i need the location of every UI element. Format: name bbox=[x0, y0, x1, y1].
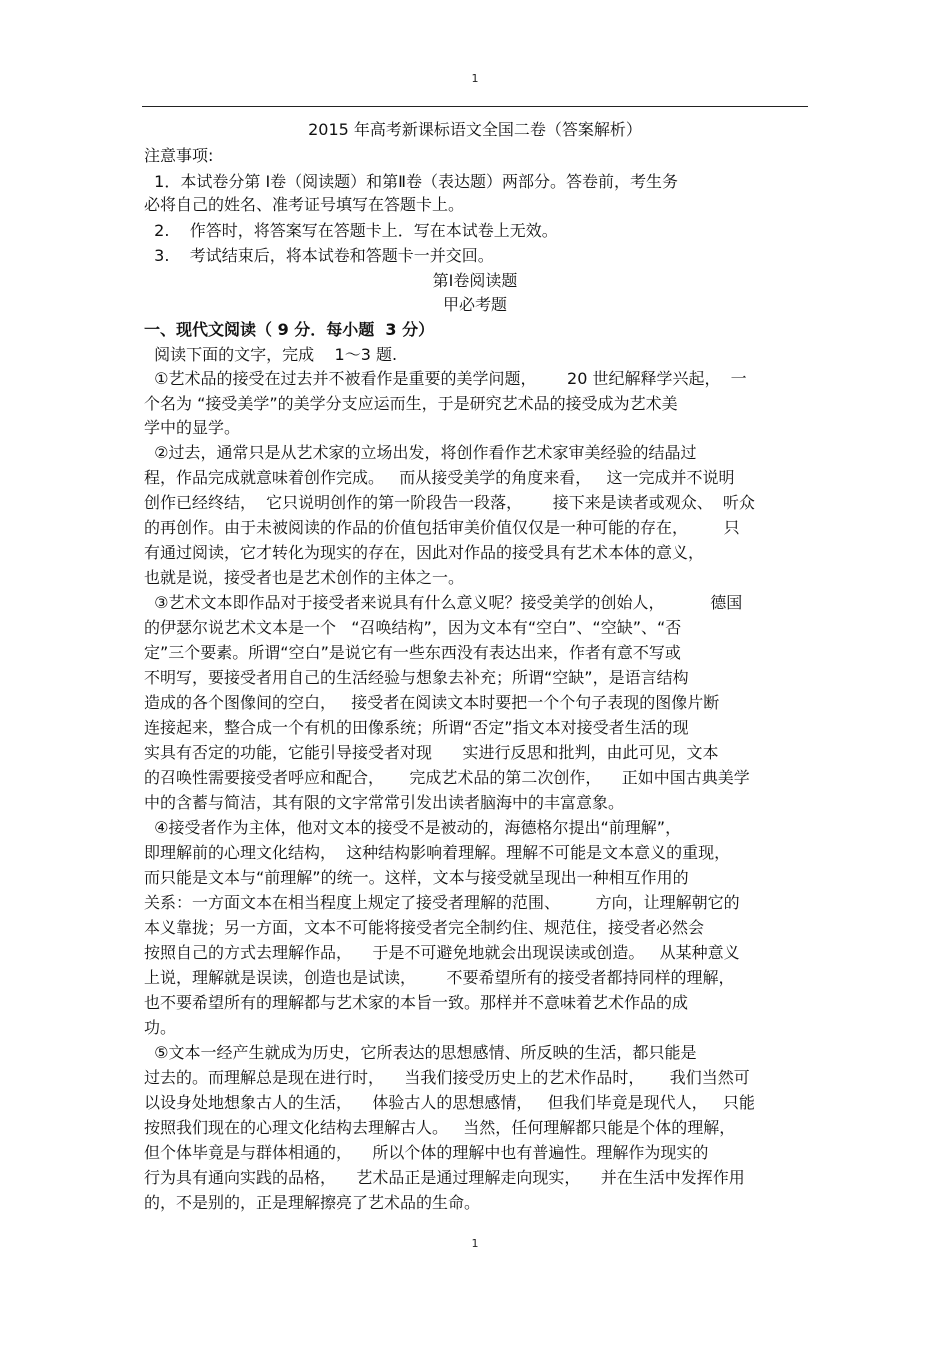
document-title: 2015 年高考新课标语文全国二卷（答案解析） bbox=[308, 120, 642, 139]
text-line: 的再创作。由于未被阅读的作品的价值包括审美价值仅仅是一种可能的存在， 只 bbox=[144, 518, 740, 537]
footer-page-number: 1 bbox=[471, 1237, 479, 1250]
text-line: 行为具有通向实践的品格， 艺术品正是通过理解走向现实， 并在生活中发挥作用 bbox=[144, 1168, 745, 1187]
notice-heading: 注意事项: bbox=[144, 146, 214, 165]
subsection-heading: 甲必考题 bbox=[442, 295, 507, 314]
text-line: 学中的显学。 bbox=[144, 418, 241, 437]
text-line: ③艺术文本即作品对于接受者来说具有什么意义呢？接受美学的创始人， 德国 bbox=[144, 593, 743, 612]
text-line: 本义靠拢；另一方面，文本不可能将接受者完全制约住、规范住，接受者必然会 bbox=[144, 918, 705, 937]
text-line: 实具有否定的功能，它能引导接受者对现 实进行反思和批判，由此可见，文本 bbox=[144, 743, 719, 762]
header-page-number: 1 bbox=[471, 72, 479, 85]
text-line: 创作已经终结， 它只说明创作的第一阶段告一段落， 接下来是读者或观众、 听众 bbox=[144, 493, 755, 512]
text-line: 以设身处地想象古人的生活， 体验古人的思想感情， 但我们毕竟是现代人， 只能 bbox=[144, 1093, 755, 1112]
section-heading: 第Ⅰ卷阅读题 bbox=[432, 271, 518, 290]
text-line: ④接受者作为主体，他对文本的接受不是被动的，海德格尔提出“前理解”， bbox=[144, 818, 682, 837]
text-line: 的召唤性需要接受者呼应和配合， 完成艺术品的第二次创作， 正如中国古典美学 bbox=[144, 768, 750, 787]
text-line: 过去的。而理解总是现在进行时， 当我们接受历史上的艺术作品时， 我们当然可 bbox=[144, 1068, 750, 1087]
text-line: ⑤文本一经产生就成为历史，它所表达的思想感情、所反映的生活，都只能是 bbox=[144, 1043, 697, 1062]
text-line: 程，作品完成就意味着创作完成。 而从接受美学的角度来看， 这一完成并不说明 bbox=[144, 468, 735, 487]
text-line: 关系：一方面文本在相当程度上规定了接受者理解的范围、 方向，让理解朝它的 bbox=[144, 893, 740, 912]
question-heading: 一、现代文阅读（ 9 分．每小题 3 分） bbox=[144, 320, 435, 339]
text-line: 2. 作答时，将答案写在答题卡上．写在本试卷上无效。 bbox=[144, 221, 558, 240]
text-line: 而只能是文本与“前理解”的统一。这样，文本与接受就呈现出一种相互作用的 bbox=[144, 868, 689, 887]
text-line: 按照我们现在的心理文化结构去理解古人。 当然，任何理解都只能是个体的理解， bbox=[144, 1118, 736, 1137]
text-line: 定”三个要素。所谓“空白”是说它有一些东西没有表达出来，作者有意不写或 bbox=[144, 643, 681, 662]
text-line: 必将自己的姓名、准考证号填写在答题卡上。 bbox=[144, 195, 465, 214]
text-line: 中的含蓄与简洁，其有限的文字常常引发出读者脑海中的丰富意象。 bbox=[144, 793, 625, 812]
text-line: 3. 考试结束后，将本试卷和答题卡一并交回。 bbox=[144, 246, 494, 265]
text-line: 按照自己的方式去理解作品， 于是不可避免地就会出现误读或创造。 从某种意义 bbox=[144, 943, 740, 962]
text-line: 的，不是别的，正是理解擦亮了艺术品的生命。 bbox=[144, 1193, 481, 1212]
text-line: 的伊瑟尔说艺术文本是一个 “召唤结构”，因为文本有“空白”、“空缺”、“否 bbox=[144, 618, 682, 637]
text-line: 即理解前的心理文化结构， 这种结构影响着理解。理解不可能是文本意义的重现， bbox=[144, 843, 731, 862]
text-line: 连接起来，整合成一个有机的田像系统；所谓“否定”指文本对接受者生活的现 bbox=[144, 718, 689, 737]
text-line: 不明写，要接受者用自己的生活经验与想象去补充；所谓“空缺”，是语言结构 bbox=[144, 668, 689, 687]
text-line: 造成的各个图像间的空白， 接受者在阅读文本时要把一个个句子表现的图像片断 bbox=[144, 693, 720, 712]
text-line: 功。 bbox=[144, 1018, 177, 1037]
text-line: 但个体毕竟是与群体相通的， 所以个体的理解中也有普遍性。理解作为现实的 bbox=[144, 1143, 709, 1162]
text-line: 上说，理解就是误读，创造也是试读， 不要希望所有的接受者都持同样的理解， bbox=[144, 968, 735, 987]
text-line: 有通过阅读，它才转化为现实的存在，因此对作品的接受具有艺术本体的意义， bbox=[144, 543, 705, 562]
text-line: 也不要希望所有的理解都与艺术家的本旨一致。那样并不意味着艺术作品的成 bbox=[144, 993, 689, 1012]
header-rule bbox=[142, 106, 808, 107]
text-line: ②过去，通常只是从艺术家的立场出发，将创作看作艺术家审美经验的结晶过 bbox=[144, 443, 697, 462]
text-line: 也就是说，接受者也是艺术创作的主体之一。 bbox=[144, 568, 465, 587]
text-line: 1．本试卷分第 Ⅰ卷（阅读题）和第Ⅱ卷（表达题）两部分。答卷前，考生务 bbox=[144, 172, 679, 191]
instruction-line: 阅读下面的文字，完成 1～3 题. bbox=[144, 345, 398, 364]
text-line: ①艺术品的接受在过去并不被看作是重要的美学问题， 20 世纪解释学兴起， 一 bbox=[144, 369, 747, 388]
text-line: 个名为 “接受美学”的美学分支应运而生，于是研究艺术品的接受成为艺术美 bbox=[144, 394, 678, 413]
